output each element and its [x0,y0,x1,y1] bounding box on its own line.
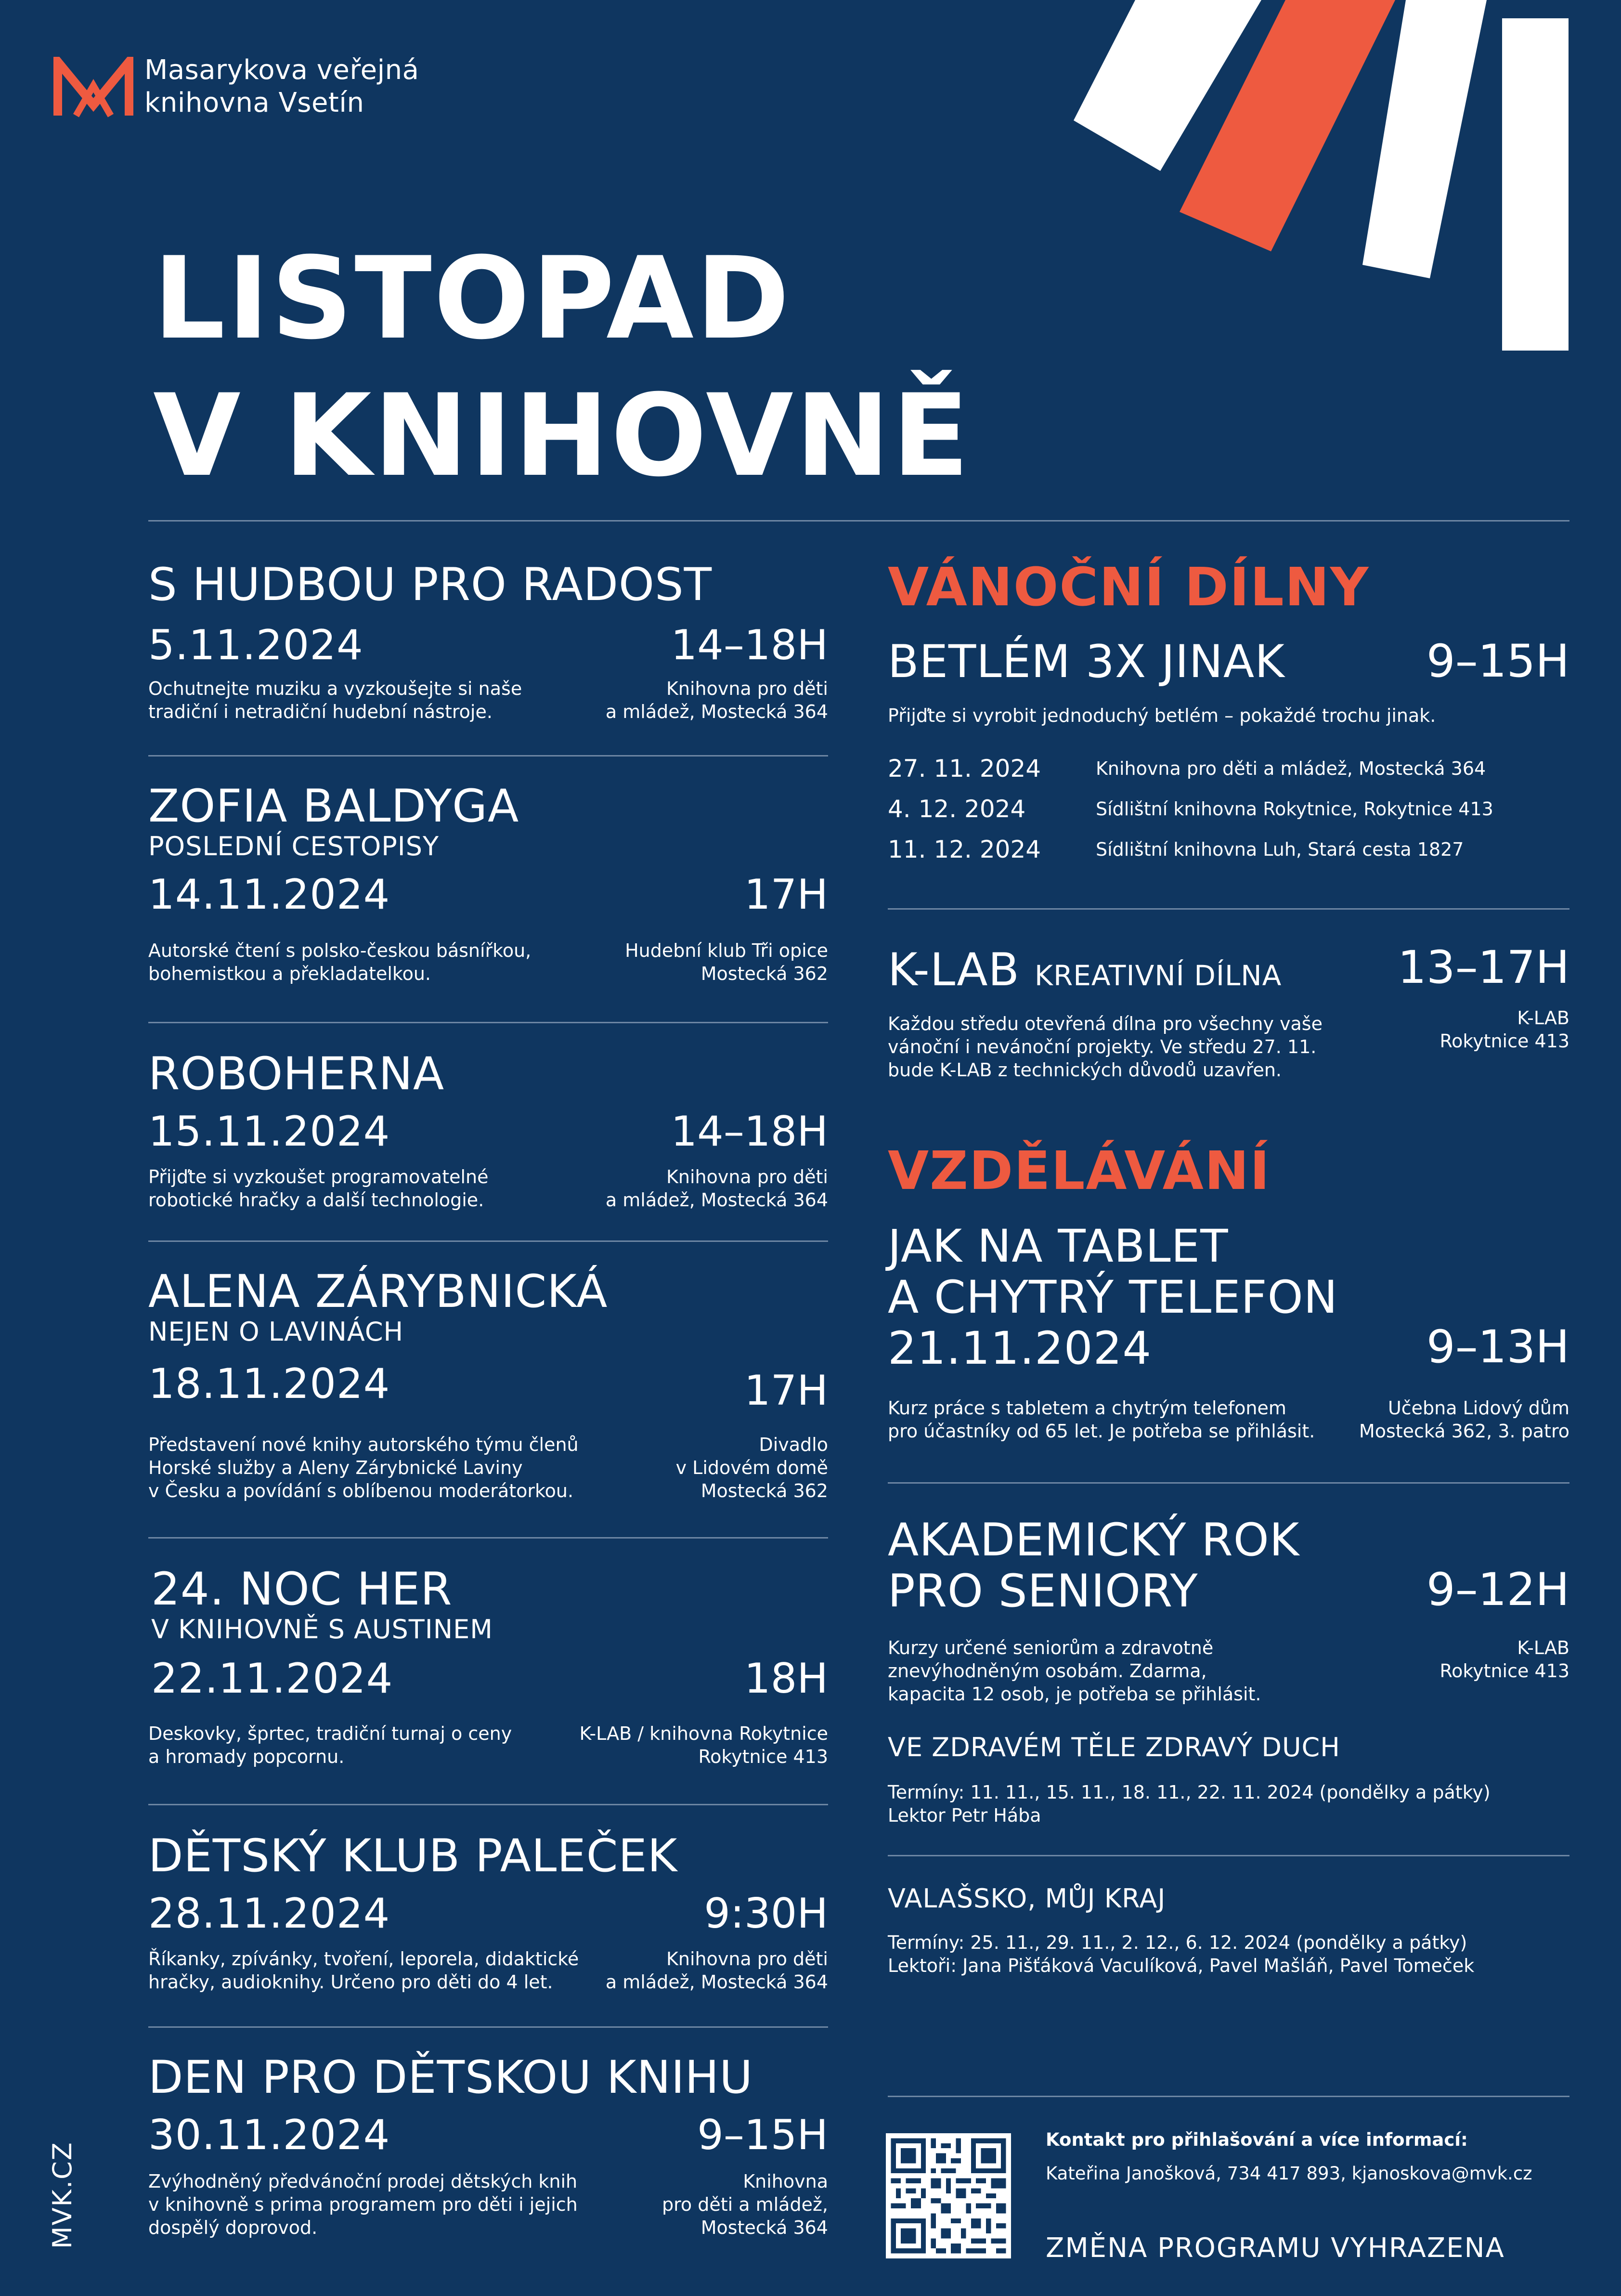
event-time: 9–15H [697,2111,828,2159]
event-description: Deskovky, šprtec, tradiční turnaj o ceny a hromady popcornu. [148,1723,512,1767]
event-description: Autorské čtení s polsko-českou básnířkou, bohemistkou a překladatelkou. [148,940,532,984]
event-description: Každou středu otevřená dílna pro všechny vaše vánoční i nevánoční projekty. Ve středu 27. 11. bude K-LAB z technických důvodů uzavřen. [888,1013,1323,1081]
event-date: 15.11.2024 [148,1108,390,1156]
event-title [888,944,1282,1002]
event-time: 14–18H [671,621,828,669]
klab-subtitle: KREATIVNÍ DÍLNA [1034,959,1282,992]
event-divider [148,2026,828,2028]
contact-heading: Kontakt pro přihlašování a více informací: [1046,2129,1468,2150]
page-title [153,230,971,505]
event-description: Říkanky, zpívánky, tvoření, leporela, didaktické hračky, audioknihy. Určeno pro děti do 4 let. [148,1948,579,1993]
event-time: 17H [744,871,828,919]
event-divider [148,755,828,757]
event-date: 21.11.2024 [888,1322,1152,1375]
qr-code-icon [886,2133,1011,2258]
event-description: Ochutnejte muziku a vyzkoušejte si naše tradiční i netradiční hudební nástroje. [148,678,522,722]
section-heading-vanocni: VÁNOČNÍ DÍLNY [888,556,1370,618]
event-title [888,1221,1338,1374]
event-divider [148,1537,828,1539]
event-title: ZOFIA BALDYGA [148,780,519,833]
header-divider [148,520,1569,522]
event-time: 17H [744,1367,828,1415]
event-card [148,1048,828,1250]
schedule-place: Sídlištní knihovna Rokytnice, Rokytnice 413 [1096,798,1493,820]
event-card [148,1830,828,2022]
event-divider [888,1855,1569,1856]
event-date: 5.11.2024 [148,621,363,669]
schedule-date: 4. 12. 2024 [888,795,1026,823]
event-place: K-LAB / knihovna Rokytnice Rokytnice 413 [579,1723,828,1767]
event-subtitle: V KNIHOVNĚ S AUSTINEM [151,1614,493,1644]
event-title: BETLÉM 3X JINAK [888,636,1285,688]
event-description: Zvýhodněný předvánoční prodej dětských knih v knihovně s prima programem pro děti i jejich dospělý doprovod. [148,2171,578,2238]
event-time: 9–15H [1426,635,1569,688]
event-description: Kurz práce s tabletem a chytrým telefonem pro účastníky od 65 let. Je potřeba se přihlásit. [888,1397,1315,1442]
section-heading-vzdelavani: VZDĚLÁVÁNÍ [888,1140,1271,1201]
event-title: DĚTSKÝ KLUB PALEČEK [148,1830,678,1882]
event-description: Představení nové knihy autorského týmu členů Horské služby a Aleny Zárybnické Laviny v Česku a povídání s oblíbenou moderátorkou. [148,1434,579,1501]
event-card [148,1265,828,1535]
event-date: 14.11.2024 [148,871,390,919]
klab-title: K-LAB [888,944,1020,996]
contact-text: Kateřina Janošková, 734 417 893, kjanoskova@mvk.cz [1046,2163,1532,2184]
website-vertical [41,2133,85,2249]
footer-divider [888,2096,1569,2097]
program-change-notice: ZMĚNA PROGRAMU VYHRAZENA [1046,2232,1505,2264]
event-date: 30.11.2024 [148,2111,390,2159]
stripe-white-2 [1362,0,1487,278]
event-place: Knihovna pro děti a mládež, Mostecká 364 [661,2171,828,2238]
betlem-schedule [888,748,1569,870]
event-title-line2: A CHYTRÝ TELEFON [888,1271,1338,1324]
event-place: Hudební klub Tři opice Mostecká 362 [625,940,828,984]
event-card [148,1563,828,1785]
valassko-card [888,1883,1569,1998]
schedule-row [888,748,1569,789]
event-title [888,1515,1299,1617]
event-title-line1: AKADEMICKÝ ROK [888,1514,1300,1566]
event-description: Kurzy určené seniorům a zdravotně znevýhodněným osobám. Zdarma, kapacita 12 osob, je potřeba se přihlásit. [888,1637,1261,1705]
schedule-date: 11. 12. 2024 [888,835,1041,863]
event-date: 22.11.2024 [151,1655,393,1703]
event-divider [148,1022,828,1023]
event-place: Knihovna pro děti a mládež, Mostecká 364 [605,678,828,722]
event-title: ROBOHERNA [148,1048,445,1100]
event-card [148,559,828,761]
event-title: ALENA ZÁRYBNICKÁ [148,1265,608,1318]
schedule-row [888,829,1569,870]
course-text: Termíny: 11. 11., 15. 11., 18. 11., 22. 11. 2024 (pondělky a pátky) Lektor Petr Hába [888,1782,1491,1826]
event-description: Přijďte si vyrobit jednoduchý betlém – pokaždé trochu jinak. [888,705,1436,726]
event-title-line2: PRO SENIORY [888,1565,1198,1618]
event-title-line1: JAK NA TABLET [888,1220,1229,1273]
event-card [148,780,828,1021]
event-title: DEN PRO DĚTSKOU KNIHU [148,2051,753,2104]
event-subtitle: POSLEDNÍ CESTOPISY [148,831,439,861]
event-place: Knihovna pro děti a mládež, Mostecká 364 [605,1166,828,1211]
course-title: VALAŠSKO, MŮJ KRAJ [888,1883,1166,1914]
event-divider [888,1482,1569,1484]
library-name [144,54,419,119]
page-title-line2: V KNIHOVNĚ [153,370,972,502]
event-place: Divadlo v Lidovém domě Mostecká 362 [675,1434,828,1501]
event-divider [148,1804,828,1805]
event-date: 18.11.2024 [148,1360,390,1408]
event-time: 9–12H [1426,1564,1569,1616]
schedule-place: Knihovna pro děti a mládež, Mostecká 364 [1096,758,1486,779]
event-description: Přijďte si vyzkoušet programovatelné robotické hračky a další technologie. [148,1166,489,1211]
decorative-book-stripes [1059,0,1621,366]
schedule-place: Sídlištní knihovna Luh, Stará cesta 1827 [1096,839,1464,860]
event-place: Učebna Lidový dům Mostecká 362, 3. patro [1359,1397,1569,1442]
course-title: VE ZDRAVÉM TĚLE ZDRAVÝ DUCH [888,1732,1340,1762]
event-time: 18H [744,1655,828,1703]
event-place: Knihovna pro děti a mládež, Mostecká 364 [605,1948,828,1993]
event-place: K-LAB Rokytnice 413 [1439,1007,1569,1052]
event-divider [888,908,1569,910]
event-date: 28.11.2024 [148,1890,390,1938]
library-logo-mark [53,57,134,119]
stripe-white-3 [1502,18,1569,351]
library-name-line1: Masarykova veřejná [144,54,419,86]
klab-card [888,941,1569,1098]
course-text: Termíny: 25. 11., 29. 11., 2. 12., 6. 12. 2024 (pondělky a pátky) Lektoři: Jana Pišťáková Vaculíková, Pavel Mašláň, Pavel Tomeček [888,1932,1475,1976]
schedule-row [888,789,1569,829]
akademicky-card [888,1515,1569,1842]
event-divider [148,1240,828,1242]
betlem-card [888,636,1569,886]
event-subtitle: NEJEN O LAVINÁCH [148,1317,404,1347]
event-title: S HUDBOU PRO RADOST [148,559,713,611]
event-time: 14–18H [671,1108,828,1156]
event-time: 13–17H [1398,941,1569,994]
event-time: 9:30H [704,1890,828,1938]
event-card [148,2051,828,2254]
event-place: K-LAB Rokytnice 413 [1439,1637,1569,1682]
library-name-line2: knihovna Vsetín [144,87,364,118]
event-time: 9–13H [1426,1321,1569,1373]
page-title-line1: LISTOPAD [153,233,792,365]
schedule-date: 27. 11. 2024 [888,755,1041,783]
event-title: 24. NOC HER [151,1563,453,1616]
tablet-card [888,1221,1569,1462]
website-label: MVK.CZ [47,2141,78,2249]
